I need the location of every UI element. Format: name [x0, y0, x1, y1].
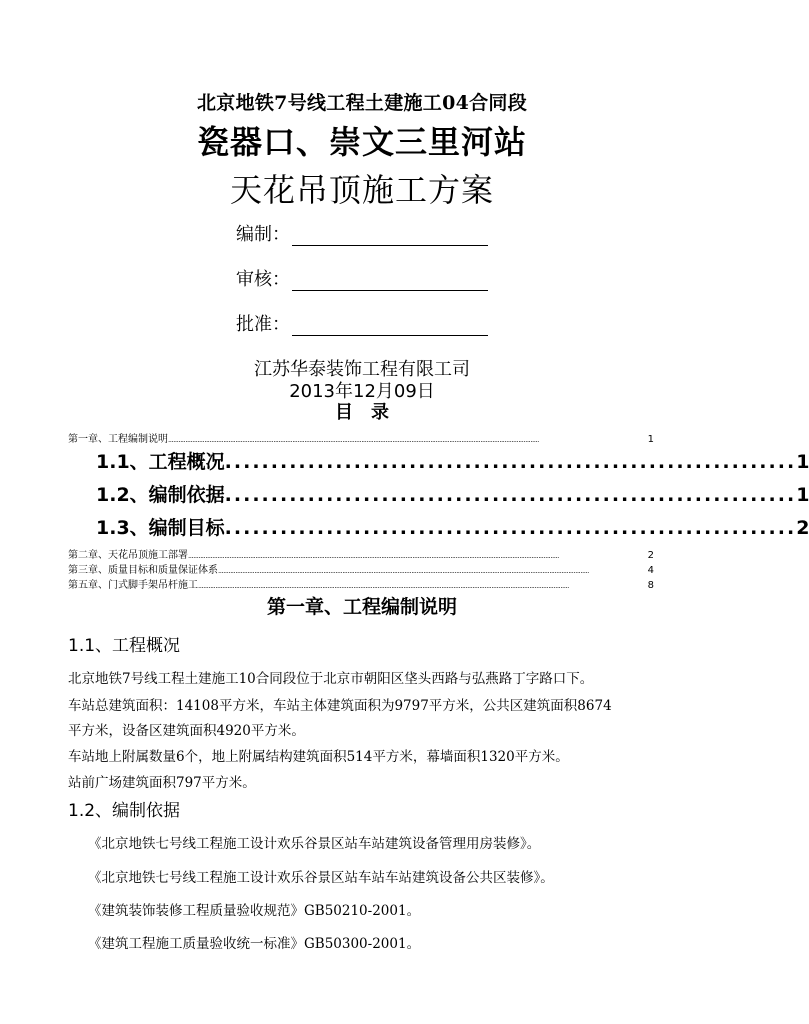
chapter-heading: 第一章、工程编制说明	[266, 596, 457, 618]
project-subtitle: 北京地铁7号线工程土建施工04合同段	[196, 92, 528, 114]
station-title: 瓷器口、崇文三里河站	[196, 123, 527, 161]
toc-entry[interactable]: 1.2、编制依据 .............................................................. 1	[96, 484, 809, 506]
overview-paragraph: 车站地上附属数量6个，地上附属结构建筑面积514平方米，幕墙面积1320平方米。	[68, 749, 569, 765]
toc-entry[interactable]: 第二章、天花吊顶施工部署 ....................................................................................................................................................................................................................... 2	[68, 550, 654, 561]
toc-leader: .......................................................................................................................................................................................................................	[188, 552, 559, 560]
plan-title: 天花吊顶施工方案	[229, 171, 494, 209]
company-name: 江苏华泰装饰工程有限工司	[254, 359, 470, 380]
signoff-prepared	[236, 220, 488, 246]
overview-paragraph: 北京地铁7号线工程土建施工10合同段位于北京市朝阳区垡头西路与弘燕路丁字路口下。	[68, 671, 594, 687]
overview-paragraph: 平方米，设备区建筑面积4920平方米。	[68, 723, 305, 739]
toc-entry[interactable]: 1.1、工程概况 .............................................................. 1	[96, 451, 809, 473]
toc-page-number: 1	[647, 434, 654, 445]
overview-paragraph: 站前广场建筑面积797平方米。	[68, 775, 256, 791]
signoff-label: 审核：	[236, 269, 290, 290]
section-heading: 1.2、编制依据	[68, 801, 181, 821]
toc-leader: ..............................................................	[224, 451, 797, 473]
toc-entry[interactable]: 第一章、工程编制说明 ....................................................................................................................................................................................................................... 1	[68, 434, 654, 445]
toc-page-number: 2	[647, 550, 654, 561]
section-heading: 1.1、工程概况	[68, 636, 181, 656]
toc-leader: .......................................................................................................................................................................................................................	[168, 436, 539, 444]
reference-item: 《北京地铁七号线工程施工设计欢乐谷景区站车站车站建筑设备公共区装修》。	[88, 870, 554, 886]
signature-line	[292, 315, 488, 336]
reference-item: 《建筑装饰装修工程质量验收规范》GB50210-2001。	[88, 903, 421, 919]
toc-page-number: 1	[796, 451, 809, 473]
signoff-label: 编制：	[236, 224, 290, 245]
overview-paragraph: 车站总建筑面积：14108平方米，车站主体建筑面积为9797平方米，公共区建筑面积8674	[68, 698, 612, 714]
signature-line	[292, 270, 488, 291]
reference-item: 《建筑工程施工质量验收统一标准》GB50300-2001。	[88, 936, 421, 952]
toc-title: 目 录	[335, 402, 389, 423]
toc-page-number: 2	[796, 517, 809, 539]
toc-page-number: 1	[796, 484, 809, 506]
signature-line	[292, 225, 488, 246]
toc-entry[interactable]: 第五章、门式脚手架吊杆施工 ....................................................................................................................................................................................................................... 8	[68, 580, 654, 591]
document-date: 2013年12月09日	[289, 381, 435, 402]
toc-page-number: 8	[647, 580, 654, 591]
signoff-label: 批准：	[236, 314, 290, 335]
signoff-reviewed	[236, 265, 488, 291]
toc-leader: .......................................................................................................................................................................................................................	[218, 567, 589, 575]
reference-item: 《北京地铁七号线工程施工设计欢乐谷景区站车站建筑设备管理用房装修》。	[88, 836, 541, 852]
toc-entry[interactable]: 1.3、编制目标 .............................................................. 2	[96, 517, 809, 539]
signoff-approved	[236, 310, 488, 336]
toc-leader: ..............................................................	[224, 517, 797, 539]
toc-entry[interactable]: 第三章、质量目标和质量保证体系 ....................................................................................................................................................................................................................... 4	[68, 565, 654, 576]
toc-leader: ..............................................................	[224, 484, 797, 506]
toc-leader: .......................................................................................................................................................................................................................	[198, 582, 569, 590]
toc-page-number: 4	[647, 565, 654, 576]
